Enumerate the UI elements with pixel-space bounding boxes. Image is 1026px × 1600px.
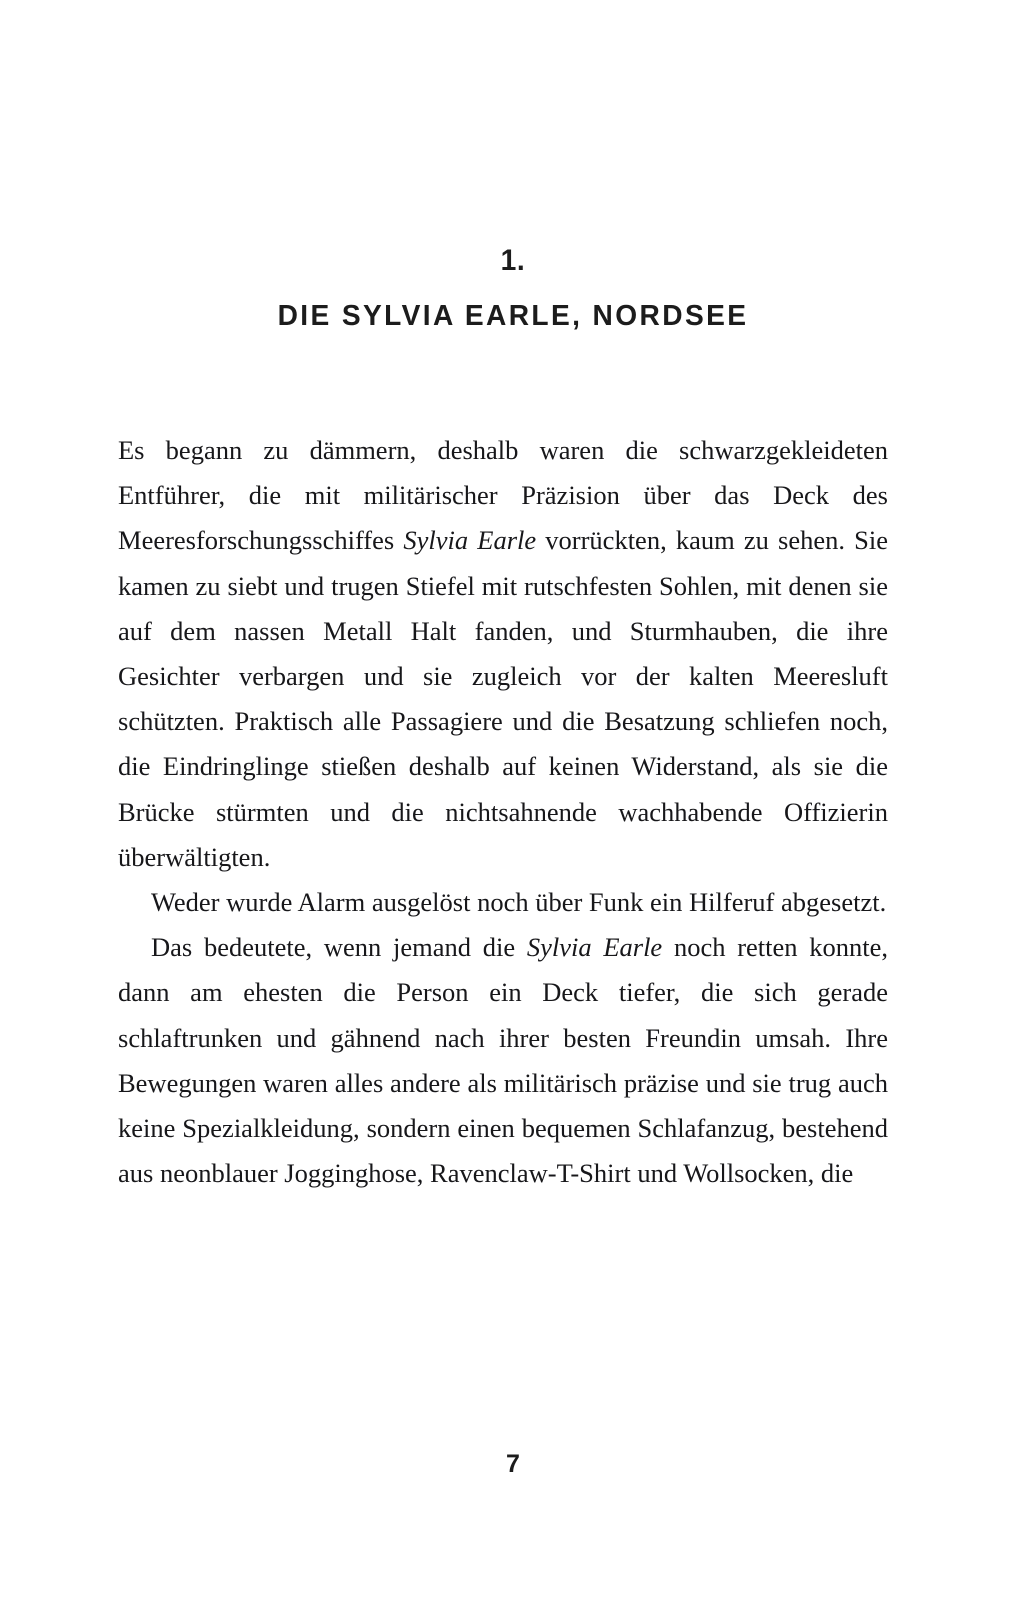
body-text-column bbox=[118, 428, 888, 1196]
body-text-run: Das bedeutete, wenn jemand die bbox=[151, 932, 527, 963]
body-paragraph bbox=[118, 428, 888, 880]
body-paragraph bbox=[118, 925, 888, 1196]
chapter-number: 1. bbox=[500, 244, 526, 277]
chapter-heading-block bbox=[0, 246, 1026, 331]
ship-name-italic: Sylvia Earle bbox=[403, 525, 537, 556]
body-text-run: noch retten konnte, dann am ehesten die Person ein Deck tiefer, die sich gerade schlaftrunken und gähnend nach ihrer besten Freundin umsah. Ihre Bewegungen waren alles andere als militärisch präzise und sie trug auch keine Spezialkleidung, sondern einen bequemen Schlafanzug, bestehend aus neonblauer Jogginghose, Ravenclaw-T-Shirt und Wollsocken, die bbox=[118, 932, 889, 1189]
body-text-run: Es begann zu dämmern, deshalb waren die schwarzgekleideten Entführer, die mit militärischer Präzision über das Deck des Meeresforschungsschiffes bbox=[118, 435, 888, 556]
body-paragraph bbox=[118, 880, 888, 925]
ship-name-italic: Sylvia Earle bbox=[526, 932, 663, 963]
body-text-run: Weder wurde Alarm ausgelöst noch über Funk ein Hilferuf abgesetzt. bbox=[151, 887, 887, 918]
chapter-title: DIE SYLVIA EARLE, NORDSEE bbox=[277, 300, 749, 332]
body-text-run: vorrückten, kaum zu sehen. Sie kamen zu siebt und trugen Stiefel mit rutschfesten Sohlen, mit denen sie auf dem nassen Metall Halt fanden, und Sturmhauben, die ihre Gesichter verbargen und sie zugleich vor der kalten Meeresluft schützten. Praktisch alle Passagiere und die Besatzung schliefen noch, die Eindringlinge stießen deshalb auf keinen Widerstand, als sie die Brücke stürmten und die nichtsahnende wachhabende Offizierin überwältigten. bbox=[118, 525, 888, 872]
page-number: 7 bbox=[506, 1450, 520, 1478]
